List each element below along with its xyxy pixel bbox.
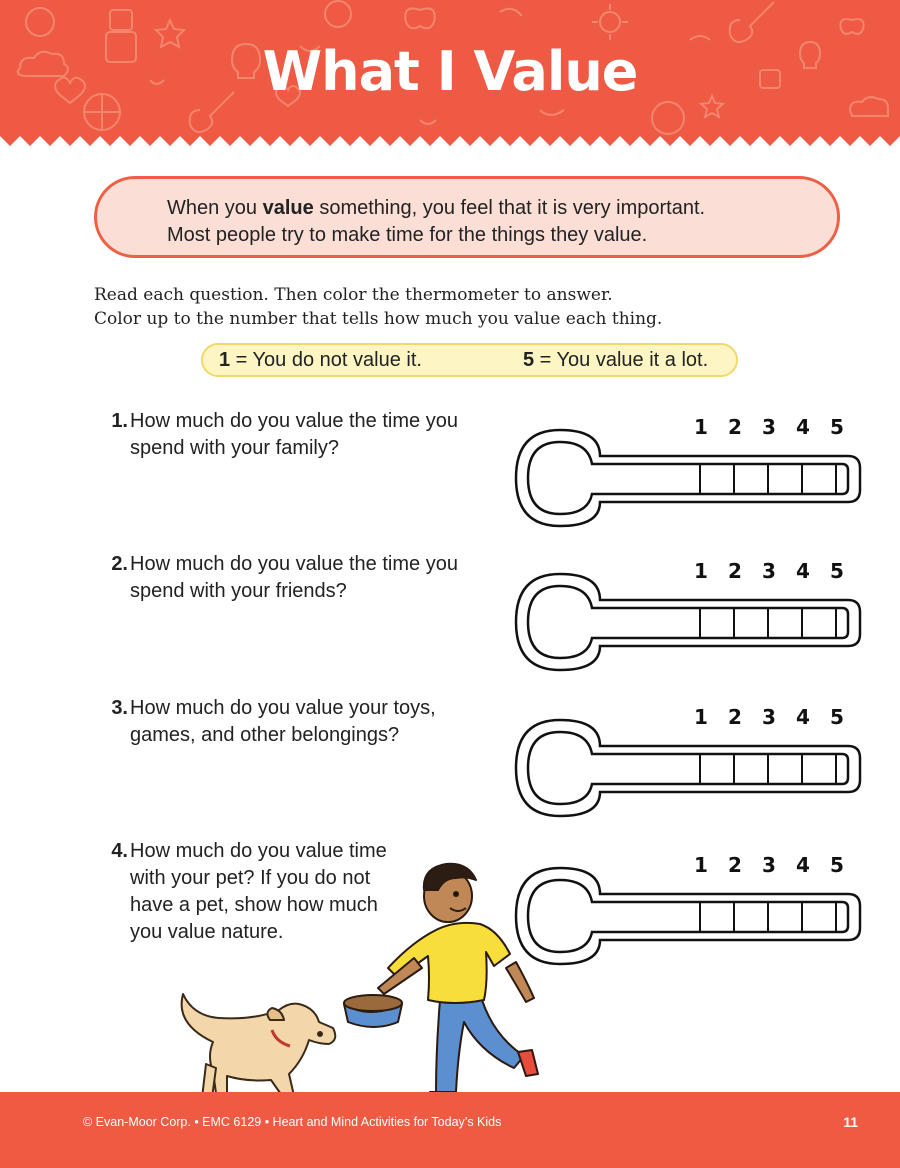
scale-number-2: 2 [728,853,742,877]
scale-number-5: 5 [830,853,844,877]
instructions-line-1: Read each question. Then color the thermometer to answer. [94,285,613,305]
definition-box [94,176,840,258]
dog-illustration [182,994,336,1100]
thermometer-segment-5[interactable] [837,609,864,637]
thermometer-segment-1[interactable] [701,609,733,637]
thermometer-segment-4[interactable] [803,903,835,931]
thermometer-segment-1[interactable] [701,755,733,783]
scale-number-2: 2 [728,415,742,439]
legend-low-number: 1 [219,349,231,371]
scale-number-1: 1 [694,415,708,439]
thermometer-segment-4[interactable] [803,609,835,637]
scale-number-3: 3 [762,559,776,583]
thermometer-2[interactable] [508,559,864,678]
thermometer-segment-5[interactable] [837,465,864,493]
thermometer-1[interactable] [508,415,864,534]
question-text: How much do you value the time you spend with your family? [130,410,458,459]
definition-prefix: When you [167,197,258,219]
definition-line-2: Most people try to make time for the things they value. [167,224,648,246]
scale-number-1: 1 [694,559,708,583]
scale-number-2: 2 [728,559,742,583]
legend-low-text: = You do not value it. [230,349,422,371]
thermometer-segment-5[interactable] [837,903,864,931]
legend-high-number: 5 [523,349,535,371]
scale-number-5: 5 [830,559,844,583]
definition-keyword: value [262,197,314,219]
scale-number-4: 4 [796,415,810,439]
scale-number-5: 5 [830,705,844,729]
scale-number-3: 3 [762,705,776,729]
definition-line-1 [167,195,837,222]
thermometer-segment-2[interactable] [735,465,767,493]
header-banner [0,0,900,150]
question-number: 2. [111,553,128,575]
footer [0,1092,900,1168]
thermometer-segment-3[interactable] [769,755,801,783]
thermometer-segment-2[interactable] [735,609,767,637]
page-title: What I Value [262,40,638,103]
thermometer-segment-2[interactable] [735,755,767,783]
scale-number-4: 4 [796,705,810,729]
thermometer-segment-4[interactable] [803,465,835,493]
thermometer-segment-3[interactable] [769,609,801,637]
legend-high [523,346,708,374]
instructions-line-2: Color up to the number that tells how much you value each thing. [94,309,663,329]
scale-number-1: 1 [694,705,708,729]
scale-number-5: 5 [830,415,844,439]
question-text: How much do you value your toys, games, and other belongings? [130,697,436,746]
thermometer-segment-3[interactable] [769,903,801,931]
legend-high-text: = You value it a lot. [534,349,709,371]
scale-number-4: 4 [796,853,810,877]
scale-number-3: 3 [762,415,776,439]
question-text: How much do you value the time you spend with your friends? [130,553,458,602]
thermometer-segment-2[interactable] [735,903,767,931]
thermometer-4[interactable] [508,853,864,972]
scale-legend [201,343,738,377]
question-text: How much do you value time with your pet? If you do not have a pet, show how much you value nature. [130,840,387,943]
page-number: 11 [843,1114,858,1130]
footer-credit: © Evan-Moor Corp. • EMC 6129 • Heart and Mind Activities for Today’s Kids [83,1115,502,1129]
question-number: 4. [111,840,128,862]
thermometer-segment-3[interactable] [769,465,801,493]
definition-suffix: something, you feel that it is very important. [313,197,706,219]
question-number: 3. [111,697,128,719]
scale-number-4: 4 [796,559,810,583]
scale-number-2: 2 [728,705,742,729]
thermometer-segment-1[interactable] [701,903,733,931]
thermometer-3[interactable] [508,705,864,824]
question-number: 1. [111,410,128,432]
thermometer-segment-5[interactable] [837,755,864,783]
thermometer-segment-4[interactable] [803,755,835,783]
legend-low [219,346,422,374]
scale-number-1: 1 [694,853,708,877]
scale-number-3: 3 [762,853,776,877]
instructions [94,283,814,331]
thermometer-segment-1[interactable] [701,465,733,493]
